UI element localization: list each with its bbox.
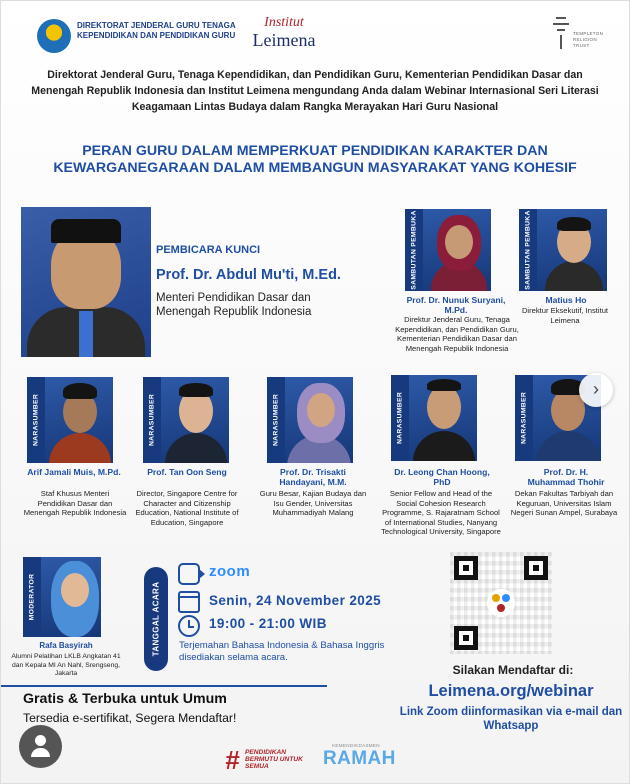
templeton-mark-icon bbox=[553, 15, 569, 49]
welcome-name-2: Matius Ho bbox=[545, 295, 587, 305]
kemdik-text: DIREKTORAT JENDERAL GURU TENAGA KEPENDIDIKAN DAN PENDIDIKAN GURU bbox=[77, 21, 236, 40]
divider bbox=[1, 685, 327, 687]
moderator-card bbox=[23, 557, 101, 637]
card-tab: SAMBUTAN PEMBUKA bbox=[524, 210, 532, 290]
event-tab-label: TANGGAL ACARA bbox=[151, 581, 161, 657]
header bbox=[37, 13, 611, 61]
zoom-camera-icon bbox=[178, 563, 200, 585]
speaker-name-4: Dr. Leong Chan Hoong, PhD bbox=[394, 467, 490, 487]
speaker-desc-2: Director, Singapore Centre for Character and Citizenship Education, National Institute of Education, Singapore bbox=[135, 489, 239, 527]
clock-icon bbox=[178, 615, 200, 637]
welcome-card-2 bbox=[519, 209, 607, 291]
card-tab: NARASUMBER bbox=[32, 393, 40, 447]
welcome-card-1 bbox=[405, 209, 491, 291]
register-url-link[interactable]: Leimena.org/webinar bbox=[428, 682, 594, 700]
ramah-logo bbox=[323, 743, 396, 775]
speaker-desc-3: Guru Besar, Kajian Budaya dan Isu Gender, Universitas Muhammadiyah Malang bbox=[259, 489, 367, 517]
speaker-card-4 bbox=[391, 375, 477, 461]
speaker-name-1: Arif Jamali Muis, M.Pd. bbox=[27, 467, 121, 477]
card-tab: NARASUMBER bbox=[148, 393, 156, 447]
register-note: Link Zoom diinformasikan via e-mail dan Whatsapp bbox=[399, 706, 623, 732]
kemdikdasmen-logo bbox=[37, 19, 71, 53]
keynote-name: Prof. Dr. Abdul Mu'ti, M.Ed. bbox=[156, 267, 341, 283]
speaker-card-2 bbox=[143, 377, 229, 463]
speaker-name-3: Prof. Dr. Trisakti Handayani, M.M. bbox=[279, 467, 347, 487]
leimena-bottom: Leimena bbox=[252, 30, 316, 50]
card-tab: MODERATOR bbox=[28, 573, 36, 621]
speaker-desc-5: Dekan Fakultas Tarbiyah dan Keguruan, Universitas Islam Negeri Sunan Ampel, Surabaya bbox=[510, 489, 618, 517]
pendidikan-bermutu-logo: # PENDIDIKAN BERMUTU UNTUK SEMUA bbox=[225, 747, 305, 773]
intro-text: Direktorat Jenderal Guru, Tenaga Kependidikan, dan Pendidikan Guru, Kementerian Pendidikan Dasar dan Menengah Republik Indonesia dan Institut Leimena mengundang Anda dalam Webinar Internasional Seri Literasi Keagamaan Lintas Budaya dalam Rangka Merayakan Hari Guru Nasional bbox=[31, 69, 599, 113]
welcome-desc-1: Direktur Jenderal Guru, Tenaga Kependidikan, dan Pendidikan Guru, Kementerian Pendidikan Dasar dan Menengah Republik Indonesia bbox=[395, 315, 519, 353]
calendar-icon bbox=[178, 591, 200, 613]
logo-a-text: PENDIDIKAN BERMUTU UNTUK SEMUA bbox=[245, 749, 303, 771]
templeton-text: TEMPLETON RELIGION TRUST bbox=[573, 31, 604, 48]
speaker-card-1 bbox=[27, 377, 113, 463]
logo-b-small: KEMENDIKDASMEN bbox=[332, 743, 380, 748]
register-label: Silakan Mendaftar di: bbox=[452, 663, 574, 677]
templeton-logo bbox=[547, 15, 611, 55]
zoom-label: zoom bbox=[209, 563, 251, 580]
next-arrow-icon[interactable]: › bbox=[579, 373, 613, 407]
qr-logo-icon bbox=[487, 589, 515, 617]
card-tab: NARASUMBER bbox=[272, 393, 280, 447]
webinar-title: PERAN GURU DALAM MEMPERKUAT PENDIDIKAN KARAKTER DAN KEWARGANEGARAAN DALAM MEMBANGUN MASYARAKAT YANG KOHESIF bbox=[53, 143, 577, 176]
speaker-desc-1: Staf Khusus Menteri Pendidikan Dasar dan Menengah Republik Indonesia bbox=[23, 489, 127, 517]
event-date-tab bbox=[144, 567, 168, 671]
event-date: Senin, 24 November 2025 bbox=[209, 593, 382, 608]
registration-qr-code[interactable] bbox=[450, 552, 552, 654]
card-tab: NARASUMBER bbox=[396, 391, 404, 445]
speaker-name-2: Prof. Tan Oon Seng bbox=[147, 467, 227, 477]
account-avatar-icon[interactable] bbox=[19, 725, 62, 768]
speaker-desc-4: Senior Fellow and Head of the Social Cohesion Research Programme, S. Rajaratnam School of International Studies, Nanyang Technological University, Singapore bbox=[381, 489, 501, 536]
leimena-logo bbox=[239, 15, 329, 49]
moderator-name: Rafa Basyirah bbox=[39, 641, 93, 650]
free-open-text: Gratis & Terbuka untuk Umum bbox=[23, 691, 227, 707]
leimena-top: Institut bbox=[264, 15, 304, 30]
keynote-role: Menteri Pendidikan Dasar dan Menengah Republik Indonesia bbox=[156, 292, 312, 318]
welcome-name-1: Prof. Dr. Nunuk Suryani, M.Pd. bbox=[406, 295, 506, 315]
logo-b-text: RAMAH bbox=[323, 748, 396, 769]
event-time: 19:00 - 21:00 WIB bbox=[209, 616, 327, 631]
translation-note: Terjemahan Bahasa Indonesia & Bahasa Inggris disediakan selama acara. bbox=[179, 640, 385, 663]
keynote-label: PEMBICARA KUNCI bbox=[156, 244, 261, 256]
keynote-photo bbox=[21, 207, 151, 357]
welcome-desc-2: Direktur Eksekutif, Institut Leimena bbox=[521, 306, 609, 325]
certificate-text: Tersedia e-sertifikat, Segera Mendaftar! bbox=[23, 711, 237, 725]
speaker-name-5: Prof. Dr. H. Muhammad Thohir bbox=[527, 467, 605, 487]
card-tab: NARASUMBER bbox=[520, 391, 528, 445]
speaker-card-3 bbox=[267, 377, 353, 463]
moderator-desc: Alumni Pelatihan LKLB Angkatan 41 dan Kepala MI An Nahl, Srengseng, Jakarta bbox=[11, 653, 121, 677]
card-tab: SAMBUTAN PEMBUKA bbox=[410, 210, 418, 290]
